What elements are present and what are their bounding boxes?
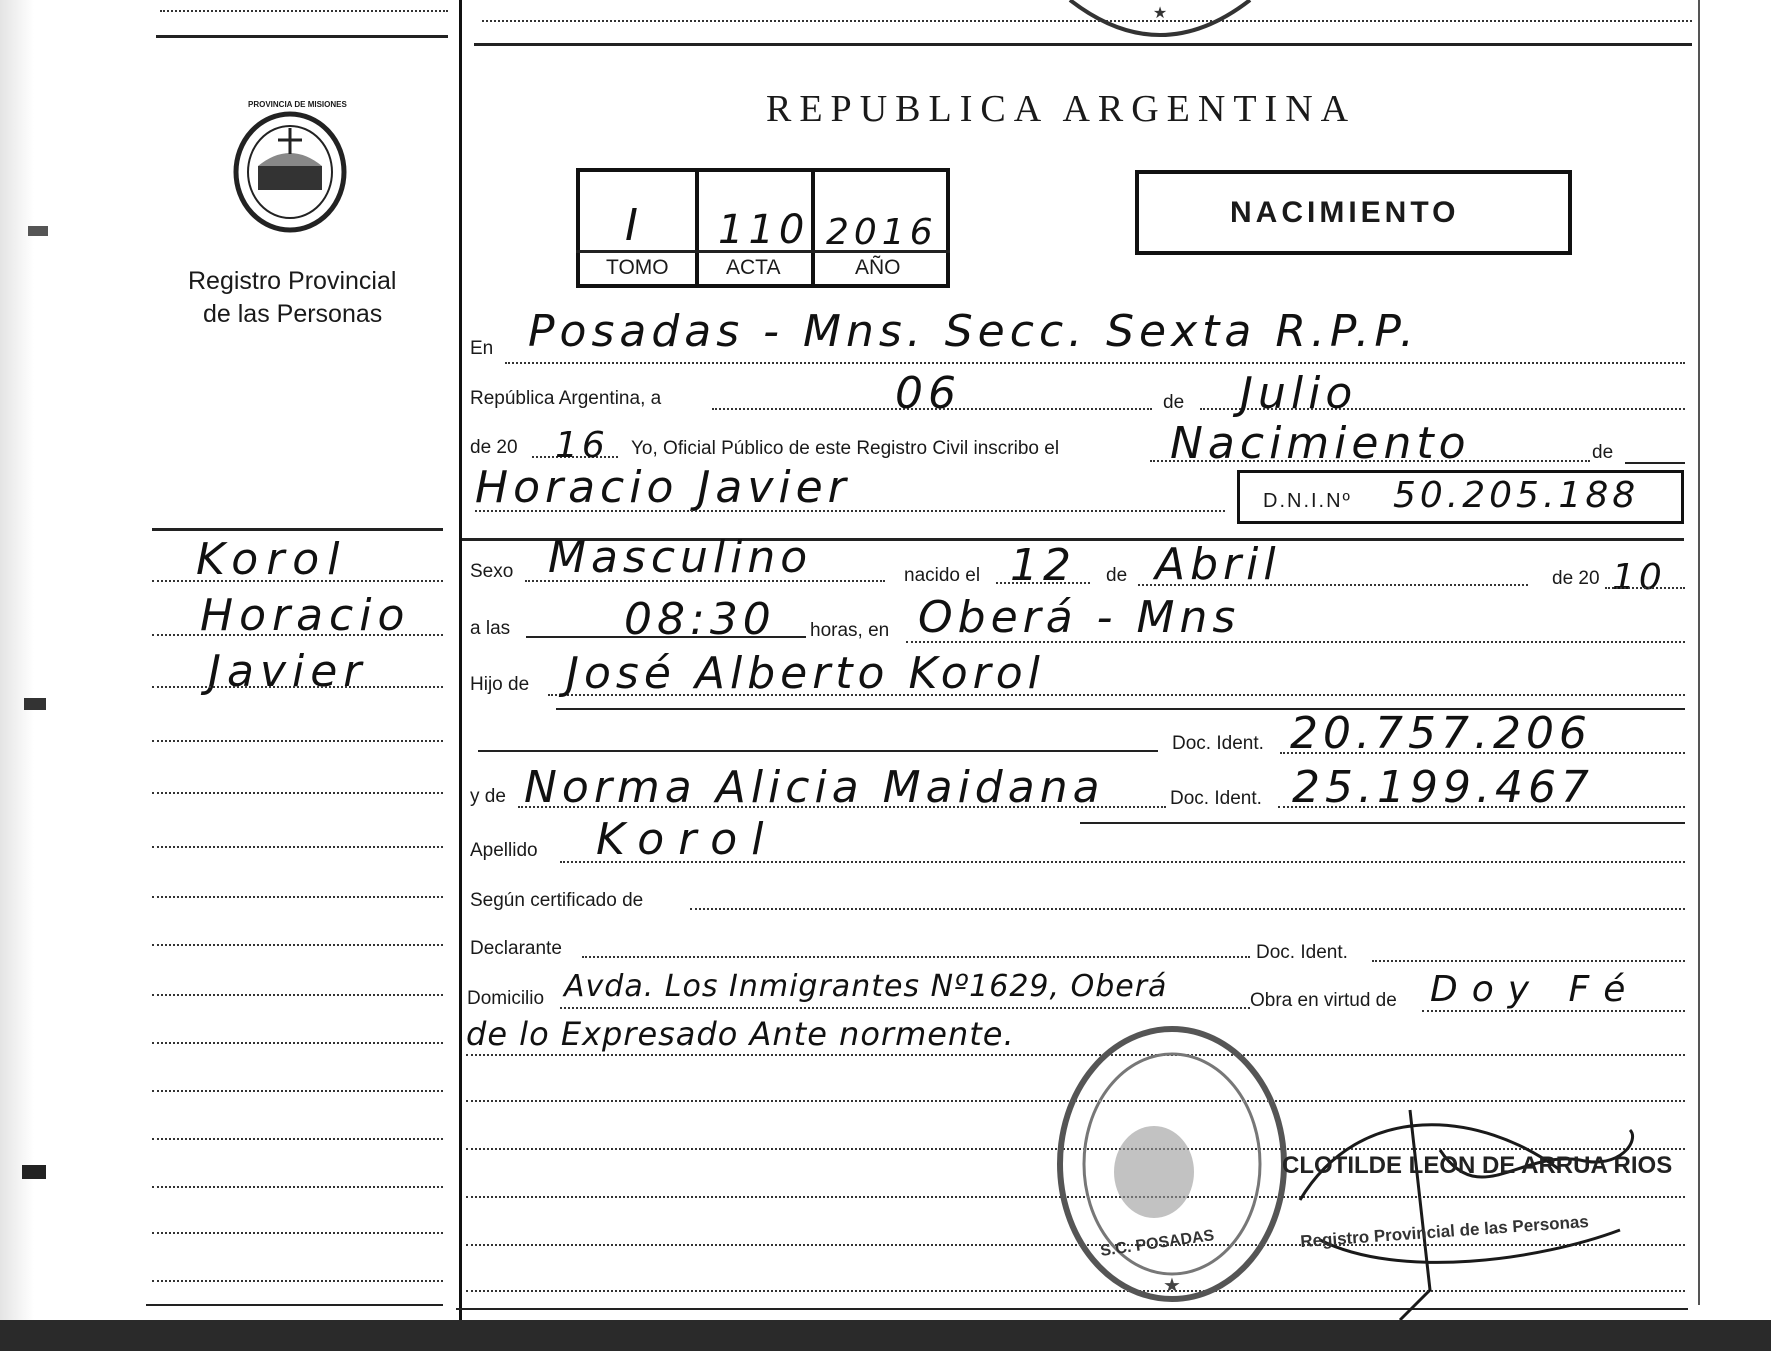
declarante-line: [582, 956, 1250, 958]
acta-value: 110: [718, 207, 810, 253]
top-dotted-line-left: [160, 10, 448, 12]
official-signature-scribble: [1280, 1090, 1660, 1330]
binder-mark-3: [22, 1165, 46, 1179]
svg-text:★: ★: [1163, 1275, 1181, 1297]
seal-name: PROVINCIA DE MISIONES: [248, 100, 347, 109]
domicilio-value: Avda. Los Inmigrantes Nº1629, Oberá: [564, 969, 1168, 1004]
svg-text:★: ★: [1152, 5, 1168, 22]
apellido-value: Korol: [596, 814, 778, 865]
segun-line: [690, 908, 1685, 910]
margin-line-13: [152, 1186, 443, 1188]
margin-bottom-rule: [146, 1304, 443, 1306]
margin-surname: Korol: [196, 534, 348, 585]
margin-line-9: [152, 994, 443, 996]
inscribo-label: Yo, Oficial Público de este Registro Civil inscribo el: [631, 438, 1060, 459]
top-rule-right: [474, 43, 1692, 46]
sexo-label: Sexo: [470, 561, 514, 582]
dni-value: 50.205.188: [1393, 475, 1640, 516]
father-doc: 20.757.206: [1290, 708, 1592, 759]
de-label-birth-month: de: [1106, 565, 1128, 586]
en-line: [505, 362, 1685, 364]
mother-name: Norma Alicia Maidana: [524, 762, 1105, 813]
de-label-month: de: [1163, 392, 1185, 413]
birth-year-line: [1605, 587, 1685, 589]
de-person-line: [1625, 462, 1685, 464]
person-name-line: [475, 510, 1225, 512]
mother-extra-line: [1080, 822, 1685, 824]
right-page-edge: [1698, 0, 1700, 1305]
mother-doc: 25.199.467: [1292, 762, 1594, 813]
domicilio-line: [560, 1007, 1250, 1009]
column-divider: [459, 0, 462, 1325]
margin-given-name-1: Horacio: [200, 590, 411, 641]
official-round-stamp: [1052, 1022, 1292, 1307]
birth-year: 10: [1612, 557, 1666, 598]
alas-label: a las: [470, 618, 511, 639]
margin-line-7: [152, 896, 443, 898]
declarante-label: Declarante: [470, 938, 562, 959]
apellido-label: Apellido: [470, 840, 538, 861]
margin-line-14: [152, 1232, 443, 1234]
margin-line-10: [152, 1042, 443, 1044]
top-rule-left: [156, 35, 448, 38]
anio-value: 2016: [826, 212, 938, 253]
page-left-edge-shadow: [0, 0, 34, 1351]
binder-mark-2: [24, 698, 46, 710]
declarante-doc-line: [1372, 960, 1685, 962]
hijo-label: Hijo de: [470, 674, 530, 695]
margin-given-name-2: Javier: [208, 646, 368, 697]
registry-name-line2: de las Personas: [203, 300, 383, 328]
person-name: Horacio Javier: [475, 462, 851, 513]
country-title: REPUBLICA ARGENTINA: [766, 88, 1357, 130]
birth-place: Oberá - Mns: [918, 592, 1241, 643]
tomo-label: TOMO: [606, 256, 669, 279]
acta-label: ACTA: [726, 256, 781, 279]
birth-month: Abril: [1155, 539, 1281, 590]
month-value: Julio: [1240, 368, 1358, 419]
margin-line-6: [152, 846, 443, 848]
margin-line-2: [152, 634, 443, 636]
stamp-text: S.C. POSADAS: [1099, 1227, 1216, 1260]
birth-day: 12: [1010, 540, 1076, 591]
top-seal-fragment: [1060, 0, 1260, 42]
mother-doc-label: Doc. Ident.: [1170, 788, 1262, 809]
margin-line-15: [152, 1280, 443, 1282]
margin-line-5: [152, 792, 443, 794]
margin-line-11: [152, 1090, 443, 1092]
misiones-seal-logo: [230, 110, 350, 240]
registry-name-line1: Registro Provincial: [188, 267, 397, 295]
margin-line-1: [152, 580, 443, 582]
margin-top-rule: [152, 528, 443, 531]
sexo-value: Masculino: [548, 532, 813, 583]
obra-value: Doy Fé: [1430, 969, 1640, 1010]
en-label: En: [470, 338, 494, 359]
signatory-name: CLOTILDE LEON DE ARRUA RIOS: [1282, 1152, 1673, 1179]
record-box-divider-2: [811, 168, 815, 288]
margin-line-12: [152, 1138, 443, 1140]
anio-label: AÑO: [855, 256, 901, 279]
record-box-divider-1: [695, 168, 699, 288]
act-value: Nacimiento: [1170, 418, 1471, 469]
declarante-doc-label: Doc. Ident.: [1256, 942, 1348, 963]
horas-label: horas, en: [810, 620, 890, 641]
year-value: 16: [555, 425, 609, 466]
father-name: José Alberto Korol: [566, 648, 1045, 699]
binder-mark-1: [28, 226, 48, 236]
father-doc-label: Doc. Ident.: [1172, 733, 1264, 754]
bottom-dark-band: [0, 1320, 1771, 1351]
margin-line-8: [152, 944, 443, 946]
nacido-label: nacido el: [904, 565, 981, 586]
margin-line-4: [152, 740, 443, 742]
segun-label: Según certificado de: [470, 890, 644, 911]
tomo-value: I: [625, 200, 643, 251]
margin-line-3: [152, 686, 443, 688]
dni-label: D.N.I.Nº: [1263, 490, 1352, 512]
domicilio-label: Domicilio: [467, 988, 545, 1009]
obra-line: [1422, 1010, 1685, 1012]
obra-label: Obra en virtud de: [1250, 990, 1397, 1011]
signatory-registry: Registro Provincial de las Personas: [1299, 1211, 1590, 1252]
father-doc-leading-line: [478, 750, 1158, 752]
republica-label: República Argentina, a: [470, 388, 662, 409]
notes-value: de lo Expresado Ante normente.: [466, 1015, 1015, 1053]
de-label-person: de: [1592, 442, 1614, 463]
de2010-label: de 20: [1552, 568, 1600, 589]
de20-label: de 20: [470, 437, 518, 458]
birth-time: 08:30: [624, 594, 776, 645]
act-type-title: NACIMIENTO: [1230, 196, 1460, 229]
en-value: Posadas - Mns. Secc. Sexta R.P.P.: [528, 306, 1419, 357]
day-value: 06: [895, 368, 961, 419]
yde-label: y de: [470, 786, 506, 807]
